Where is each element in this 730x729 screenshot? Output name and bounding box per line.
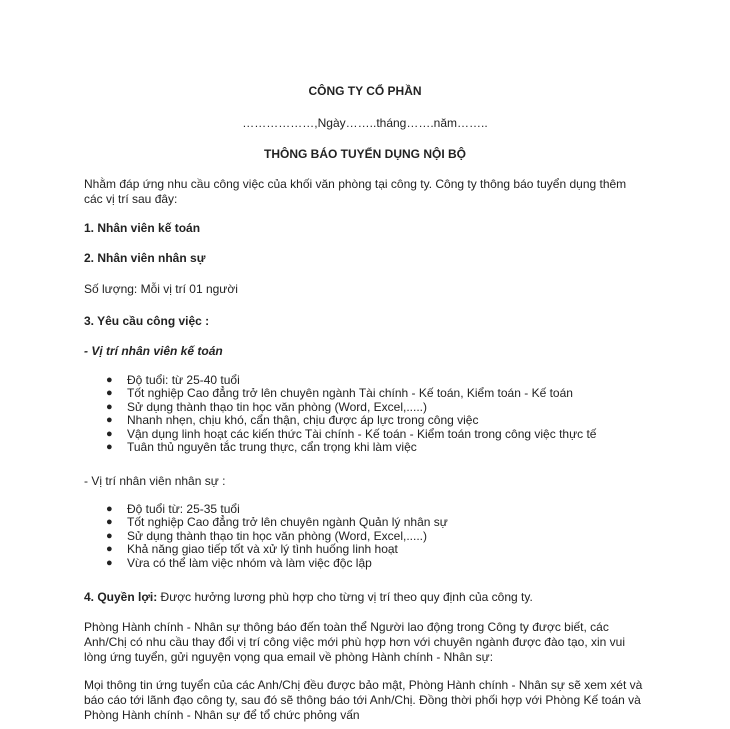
bullet-icon: ● <box>106 374 113 386</box>
hr-heading: - Vị trí nhân viên nhân sự : <box>84 474 226 488</box>
benefits-text: Được hưởng lương phù hợp cho từng vị trí theo quy định của công ty. <box>157 590 533 604</box>
date-line: ………………,Ngày……..tháng…….năm…….. <box>242 116 488 130</box>
list-item: ● Tuân thủ nguyên tắc trung thực, cẩn trọng khi làm việc <box>106 439 417 454</box>
list-item: ● Tốt nghiệp Cao đẳng trở lên chuyên ngành Tài chính - Kế toán, Kiểm toán - Kế toán <box>106 386 573 401</box>
benefits-line <box>84 590 654 605</box>
closing-line-1: Mọi thông tin ứng tuyển của các Anh/Chị đều được bảo mật, Phòng Hành chính - Nhân sự sẽ xem xét và <box>84 678 643 692</box>
list-item: ● Khả năng giao tiếp tốt và xử lý tình huống linh hoạt <box>106 542 398 557</box>
notice-paragraph <box>84 620 654 665</box>
notice-line-3: lòng ứng tuyển, gửi nguyện vọng qua email về phòng Hành chính - Nhân sự: <box>84 650 494 664</box>
list-item: ● Nhanh nhẹn, chịu khó, cẩn thận, chịu được áp lực trong công việc <box>106 413 479 428</box>
bullet-icon: ● <box>106 427 113 440</box>
notice-line-1: Phòng Hành chính - Nhân sự thông báo đến toàn thể Người lao động trong Công ty được biết, các <box>84 620 609 634</box>
bullet-icon: ● <box>106 516 113 529</box>
closing-line-3: Phòng Hành chính - Nhân sự để tổ chức phỏng vấn <box>84 708 360 722</box>
quantity-line: Số lượng: Mỗi vị trí 01 người <box>84 282 238 296</box>
list-item: ● Sử dụng thành thạo tin học văn phòng (Word, Excel,.....) <box>106 528 427 543</box>
accountant-heading: - Vị trí nhân viên kế toán <box>84 344 223 358</box>
list-item: ● Độ tuổi: từ 25-40 tuổi <box>106 373 240 387</box>
requirements-heading: 3. Yêu cầu công việc : <box>84 314 210 328</box>
position-accountant: 1. Nhân viên kế toán <box>84 221 201 235</box>
intro-paragraph <box>84 177 654 207</box>
intro-line-1: Nhằm đáp ứng nhu cầu công việc của khối văn phòng tại công ty. Công ty thông báo tuyển dụng thêm <box>84 177 627 191</box>
bullet-icon: ● <box>106 387 113 400</box>
closing-line-2: báo cáo tới lãnh đạo công ty, sau đó sẽ thông báo tới Anh/Chị. Đồng thời phối hợp với Phòng Kế toán và <box>84 693 641 707</box>
company-name: CÔNG TY CỔ PHẦN <box>308 84 422 98</box>
accountant-requirements-list <box>84 374 684 454</box>
intro-line-2: các vị trí sau đây: <box>84 192 178 206</box>
list-item: ● Vận dụng linh hoạt các kiến thức Tài chính - Kế toán - Kiểm toán trong công việc thực tế <box>106 426 597 441</box>
notice-line-2: Anh/Chị có nhu cầu thay đổi vị trí công việc mới phù hợp hơn với chuyên ngành được đào tạo, xin vui <box>84 635 626 649</box>
bullet-icon: ● <box>106 529 113 542</box>
bullet-icon: ● <box>106 543 113 556</box>
list-item: ● Sử dụng thành thạo tin học văn phòng (Word, Excel,.....) <box>106 399 427 414</box>
position-hr: 2. Nhân viên nhân sự <box>84 251 206 265</box>
document-title: THÔNG BÁO TUYỂN DỤNG NỘI BỘ <box>263 147 466 161</box>
bullet-icon: ● <box>106 503 113 515</box>
bullet-icon: ● <box>106 414 113 427</box>
list-item: ● Vừa có thể làm việc nhóm và làm việc độc lập <box>106 555 372 570</box>
closing-paragraph <box>84 678 684 723</box>
benefits-label: 4. Quyền lợi: <box>84 590 158 604</box>
list-item: ● Tốt nghiệp Cao đẳng trở lên chuyên ngành Quản lý nhân sự <box>106 515 448 530</box>
bullet-icon: ● <box>106 440 113 453</box>
list-item: ● Độ tuổi từ: 25-35 tuổi <box>106 502 240 516</box>
hr-requirements-list <box>84 503 684 570</box>
bullet-icon: ● <box>106 556 113 569</box>
bullet-icon: ● <box>106 400 113 413</box>
